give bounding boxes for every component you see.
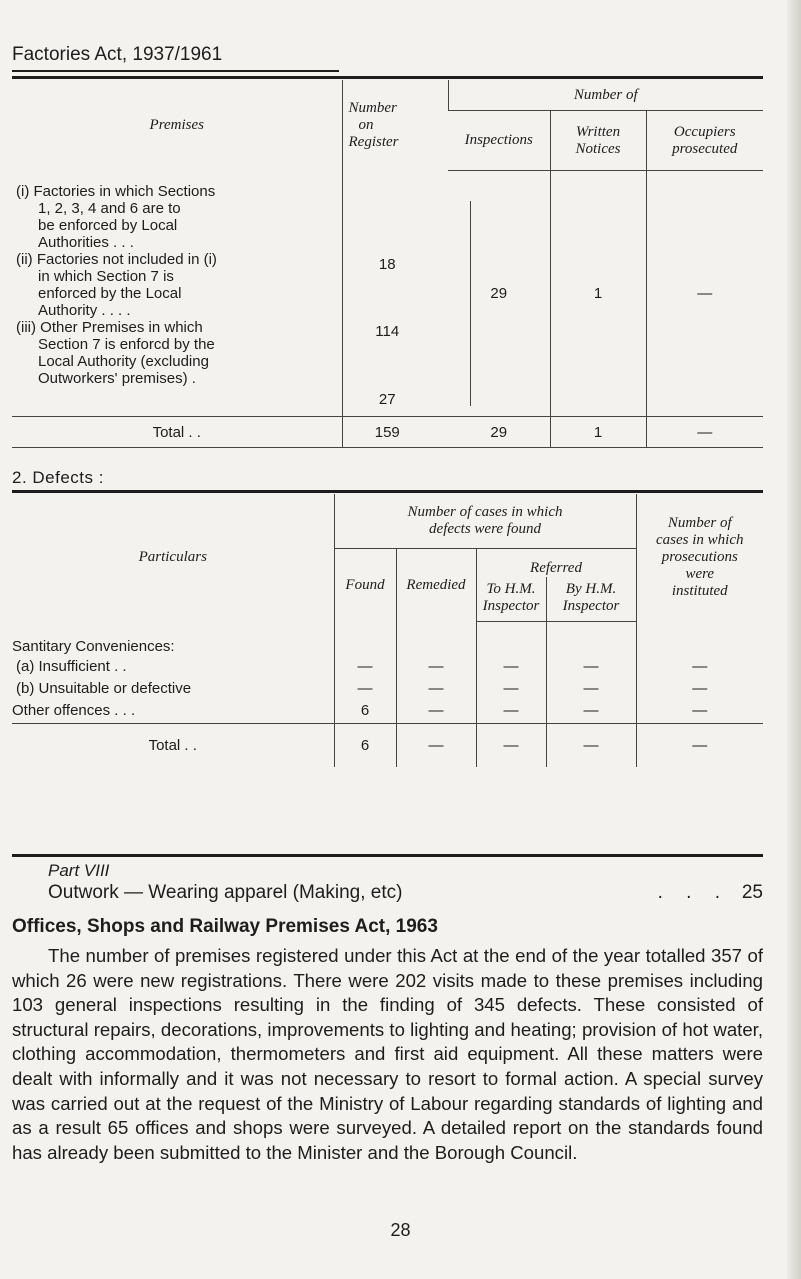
- header-referred: Referred: [476, 549, 636, 578]
- defects-top-rule: [12, 490, 763, 493]
- header-written-notices: Written Notices: [550, 111, 646, 171]
- defect-row-other: Other offences . . . 6 — — — —: [12, 699, 763, 723]
- outwork-dots: . . .: [657, 882, 729, 903]
- title-underline: [12, 70, 339, 72]
- header-premises: Premises: [149, 116, 204, 133]
- header-number-on-register: Number on Register: [342, 80, 448, 171]
- register-value-1: 18: [378, 255, 396, 273]
- defect-row-unsuitable: (b) Unsuitable or defective — — — — —: [12, 677, 763, 699]
- premise-row-3: (iii) Other Premises in which Section 7 is enforcd by the Local Authority (excluding Outworkers' premises) .: [16, 318, 215, 387]
- header-occupiers-prosecuted: Occupiers prosecuted: [646, 111, 763, 171]
- defects-table: [12, 494, 763, 767]
- defects-bottom-rule: [12, 854, 763, 857]
- outwork-line: [48, 882, 763, 904]
- header-by-hm-inspector: By H.M. Inspector: [546, 577, 636, 621]
- header-prosecutions: Number of cases in which prosecutions were instituted: [636, 494, 763, 621]
- premises-list: [12, 171, 342, 417]
- register-value-2: 114: [375, 322, 400, 340]
- outwork-value: 25: [741, 882, 763, 903]
- header-found: Found: [334, 549, 396, 622]
- header-to-hm-inspector: To H.M. Inspector: [476, 577, 546, 621]
- written-notices-combined: 1: [550, 171, 646, 417]
- defect-row-insufficient: (a) Insufficient . . — — — — —: [12, 655, 763, 677]
- register-column: [342, 171, 448, 417]
- premises-table: [12, 80, 763, 448]
- page-title: Factories Act, 1937/1961: [12, 44, 223, 65]
- header-cases-found: Number of cases in which defects were found: [334, 494, 636, 549]
- bracket-line: [462, 201, 471, 406]
- premise-row-1: (i) Factories in which Sections 1, 2, 3, 4 and 6 are to be enforced by Local Authorities . . .: [16, 182, 216, 251]
- header-remedied: Remedied: [396, 549, 476, 622]
- table1-total-row: Total . . 159 29 1 —: [12, 417, 763, 448]
- offices-act-paragraph: The number of premises registered under this Act at the end of the year totalled 357 of which 26 were new registrations. There were 202 visits made to these premises including 103 general inspections resulting in the finding of 345 defects. These consisted of structural repairs, decorations, improvements to lighting and heating; provision of hot water, clothing accommodation, thermometers and first aid equipment. All these matters were dealt with informally and it was not necessary to resort to formal action. A special survey was carried out at the request of the Ministry of Labour regarding standards of lighting and as a result 65 offices and shops were surveyed. A detailed report on the standards found has already been submitted to the Minister and the Borough Council.: [12, 945, 763, 1163]
- inspections-combined: 29: [448, 171, 550, 417]
- page-edge-shadow: [787, 0, 801, 1279]
- header-inspections: Inspections: [448, 111, 550, 171]
- header-number-of: Number of: [448, 80, 763, 111]
- header-particulars: Particulars: [138, 549, 207, 565]
- premise-row-2: (ii) Factories not included in (i) in which Section 7 is enforced by the Local Authority . . . .: [16, 250, 217, 319]
- offices-act-title: Offices, Shops and Railway Premises Act, 1963: [12, 916, 438, 937]
- occupiers-combined: —: [646, 171, 763, 417]
- table-top-rule: [12, 76, 763, 79]
- defects-heading: 2. Defects :: [12, 468, 104, 487]
- group-label-row: Santitary Conveniences:: [12, 621, 763, 655]
- page-number: 28: [390, 1220, 411, 1240]
- outwork-label: Outwork — Wearing apparel (Making, etc): [48, 882, 403, 903]
- defects-total-row: Total . . 6 — — — —: [12, 723, 763, 767]
- part-viii-heading: Part VIII: [48, 861, 110, 880]
- register-value-3: 27: [378, 390, 396, 408]
